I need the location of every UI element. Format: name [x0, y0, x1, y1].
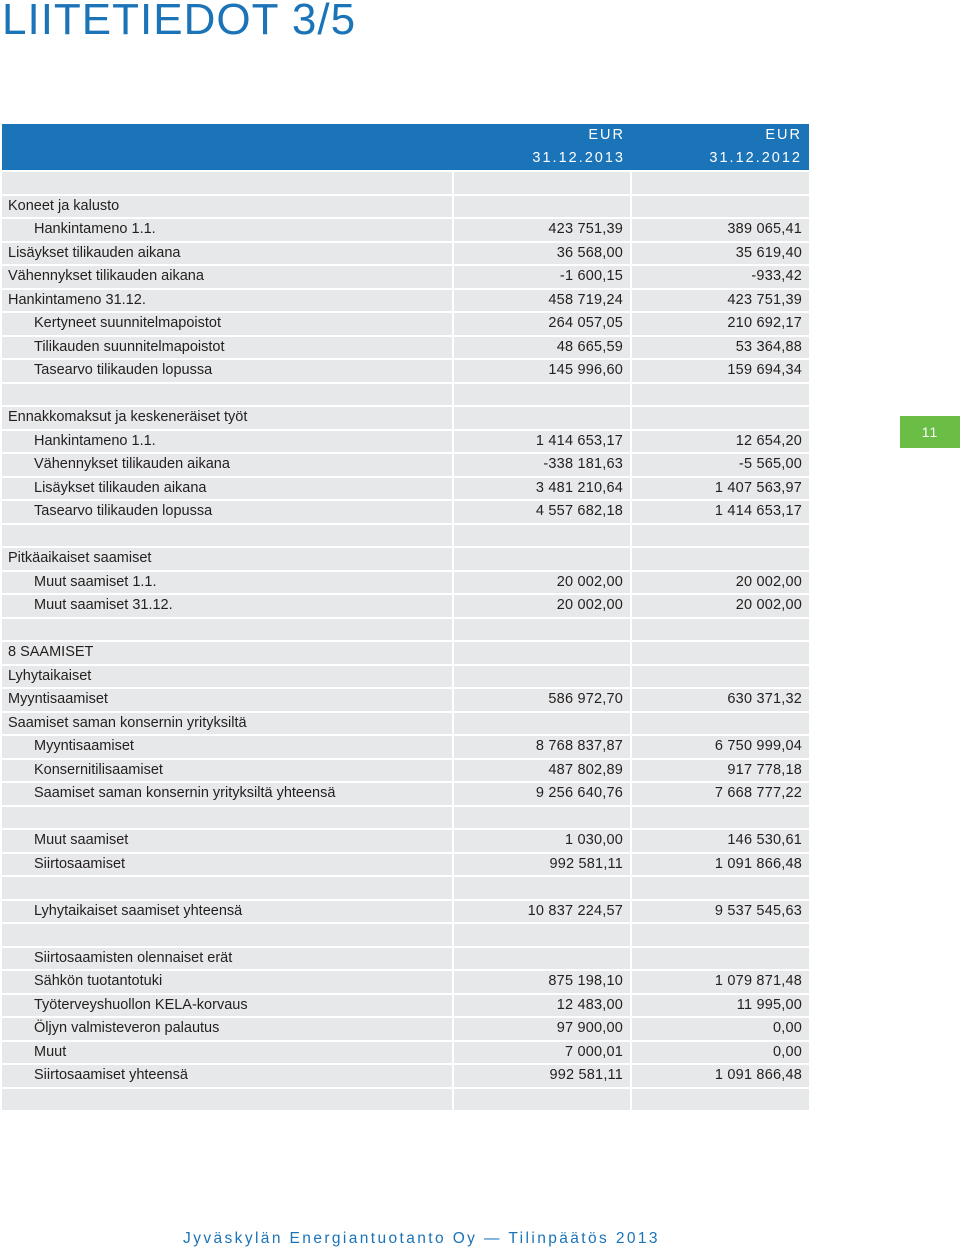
spacer-cell [2, 619, 454, 641]
table-row [2, 501, 809, 523]
value-2012: 1 079 871,48 [632, 971, 809, 993]
value-2012 [632, 407, 809, 429]
table-row [2, 1018, 809, 1040]
table-row [2, 760, 809, 782]
value-2012: 0,00 [632, 1042, 809, 1064]
value-2012: 159 694,34 [632, 360, 809, 382]
section-label-row [2, 548, 809, 570]
spacer-cell [454, 1089, 632, 1111]
row-label: Lisäykset tilikauden aikana [2, 478, 454, 500]
value-2012 [632, 713, 809, 735]
value-2013: 8 768 837,87 [454, 736, 632, 758]
spacer-cell [632, 384, 809, 406]
row-label: Myyntisaamiset [2, 689, 454, 711]
table-row [2, 219, 809, 241]
value-2012: -933,42 [632, 266, 809, 288]
spacer-row [2, 619, 809, 641]
value-2013: 3 481 210,64 [454, 478, 632, 500]
table-row [2, 337, 809, 359]
value-2012 [632, 948, 809, 970]
value-2012: 0,00 [632, 1018, 809, 1040]
value-2013: 97 900,00 [454, 1018, 632, 1040]
value-2013: 586 972,70 [454, 689, 632, 711]
row-label: Sähkön tuotantotuki [2, 971, 454, 993]
table-row [2, 454, 809, 476]
value-2012: 9 537 545,63 [632, 901, 809, 923]
row-label: Tasearvo tilikauden lopussa [2, 360, 454, 382]
header-label-cell [2, 124, 454, 170]
spacer-row [2, 172, 809, 194]
row-label: Siirtosaamisten olennaiset erät [2, 948, 454, 970]
table-row [2, 830, 809, 852]
row-label: Saamiset saman konsernin yrityksiltä yhteensä [2, 783, 454, 805]
spacer-cell [454, 525, 632, 547]
value-2012: -5 565,00 [632, 454, 809, 476]
row-label: Vähennykset tilikauden aikana [2, 454, 454, 476]
spacer-cell [2, 384, 454, 406]
row-label: Muut saamiset 1.1. [2, 572, 454, 594]
value-2013 [454, 407, 632, 429]
value-2012: 7 668 777,22 [632, 783, 809, 805]
page-number-tab: 11 [900, 416, 960, 448]
row-label: Lisäykset tilikauden aikana [2, 243, 454, 265]
table-row [2, 971, 809, 993]
spacer-cell [2, 525, 454, 547]
row-label: Muut saamiset 31.12. [2, 595, 454, 617]
row-label: 8 SAAMISET [2, 642, 454, 664]
value-2013: 48 665,59 [454, 337, 632, 359]
footer: Jyväskylän Energiantuotanto Oy — Tilinpäätös 2013 [183, 1230, 660, 1247]
table-row [2, 901, 809, 923]
value-2012 [632, 548, 809, 570]
value-2013: 458 719,24 [454, 290, 632, 312]
spacer-cell [2, 1089, 454, 1111]
spacer-row [2, 924, 809, 946]
section-label-row [2, 948, 809, 970]
table-row [2, 572, 809, 594]
value-2013 [454, 948, 632, 970]
value-2013: 423 751,39 [454, 219, 632, 241]
header-date-2012: 31.12.2012 [709, 150, 802, 166]
value-2012 [632, 666, 809, 688]
spacer-cell [454, 877, 632, 899]
table-row [2, 313, 809, 335]
spacer-cell [632, 877, 809, 899]
header-col-2012 [632, 124, 809, 170]
section-label-row [2, 407, 809, 429]
row-label: Hankintameno 31.12. [2, 290, 454, 312]
value-2013: 264 057,05 [454, 313, 632, 335]
row-label: Myyntisaamiset [2, 736, 454, 758]
table-row [2, 854, 809, 876]
section-label-row [2, 666, 809, 688]
spacer-cell [2, 807, 454, 829]
value-2012 [632, 196, 809, 218]
row-label: Hankintameno 1.1. [2, 431, 454, 453]
value-2012: 6 750 999,04 [632, 736, 809, 758]
spacer-cell [454, 619, 632, 641]
spacer-cell [632, 924, 809, 946]
value-2013: 992 581,11 [454, 854, 632, 876]
value-2013: 36 568,00 [454, 243, 632, 265]
row-label: Lyhytaikaiset [2, 666, 454, 688]
value-2013 [454, 196, 632, 218]
table-body [2, 172, 809, 1110]
value-2013 [454, 666, 632, 688]
section-label-row [2, 642, 809, 664]
spacer-row [2, 807, 809, 829]
value-2012: 35 619,40 [632, 243, 809, 265]
value-2012: 389 065,41 [632, 219, 809, 241]
table-row [2, 1042, 809, 1064]
spacer-cell [632, 525, 809, 547]
spacer-row [2, 525, 809, 547]
spacer-row [2, 384, 809, 406]
table-row [2, 360, 809, 382]
row-label: Hankintameno 1.1. [2, 219, 454, 241]
value-2012: 11 995,00 [632, 995, 809, 1017]
table-row [2, 290, 809, 312]
row-label: Siirtosaamiset [2, 854, 454, 876]
spacer-cell [632, 807, 809, 829]
value-2013: -338 181,63 [454, 454, 632, 476]
table-row [2, 478, 809, 500]
value-2012: 20 002,00 [632, 572, 809, 594]
row-label: Työterveyshuollon KELA-korvaus [2, 995, 454, 1017]
row-label: Lyhytaikaiset saamiset yhteensä [2, 901, 454, 923]
row-label: Muut saamiset [2, 830, 454, 852]
row-label: Tasearvo tilikauden lopussa [2, 501, 454, 523]
table-row [2, 736, 809, 758]
spacer-cell [632, 172, 809, 194]
row-label: Kertyneet suunnitelmapoistot [2, 313, 454, 335]
value-2013: 9 256 640,76 [454, 783, 632, 805]
value-2012: 1 091 866,48 [632, 1065, 809, 1087]
row-label: Konsernitilisaamiset [2, 760, 454, 782]
value-2013 [454, 642, 632, 664]
value-2013: 875 198,10 [454, 971, 632, 993]
row-label: Tilikauden suunnitelmapoistot [2, 337, 454, 359]
value-2012: 20 002,00 [632, 595, 809, 617]
spacer-cell [2, 924, 454, 946]
value-2013: 1 414 653,17 [454, 431, 632, 453]
header-currency-2013: EUR [588, 127, 625, 143]
table-row [2, 783, 809, 805]
value-2013: 12 483,00 [454, 995, 632, 1017]
value-2012: 423 751,39 [632, 290, 809, 312]
row-label: Ennakkomaksut ja keskeneräiset työt [2, 407, 454, 429]
table-row [2, 243, 809, 265]
value-2013: 20 002,00 [454, 595, 632, 617]
value-2013: 992 581,11 [454, 1065, 632, 1087]
value-2013: 4 557 682,18 [454, 501, 632, 523]
header-date-2013: 31.12.2013 [532, 150, 625, 166]
value-2012: 53 364,88 [632, 337, 809, 359]
table-row [2, 995, 809, 1017]
table-row [2, 431, 809, 453]
value-2012: 146 530,61 [632, 830, 809, 852]
financial-table [2, 122, 809, 1112]
header-col-2013 [454, 124, 632, 170]
spacer-cell [454, 924, 632, 946]
value-2013: 487 802,89 [454, 760, 632, 782]
spacer-cell [454, 384, 632, 406]
row-label: Siirtosaamiset yhteensä [2, 1065, 454, 1087]
value-2013: -1 600,15 [454, 266, 632, 288]
row-label: Saamiset saman konsernin yrityksiltä [2, 713, 454, 735]
value-2013 [454, 713, 632, 735]
value-2012: 1 414 653,17 [632, 501, 809, 523]
spacer-cell [454, 807, 632, 829]
table-row [2, 689, 809, 711]
table-row [2, 595, 809, 617]
spacer-cell [632, 619, 809, 641]
value-2013: 20 002,00 [454, 572, 632, 594]
table-row [2, 266, 809, 288]
row-label: Koneet ja kalusto [2, 196, 454, 218]
value-2013: 10 837 224,57 [454, 901, 632, 923]
spacer-cell [454, 172, 632, 194]
spacer-row [2, 1089, 809, 1111]
section-label-row [2, 196, 809, 218]
value-2012 [632, 642, 809, 664]
value-2013: 1 030,00 [454, 830, 632, 852]
spacer-cell [2, 172, 454, 194]
row-label: Muut [2, 1042, 454, 1064]
row-label: Öljyn valmisteveron palautus [2, 1018, 454, 1040]
value-2012: 1 407 563,97 [632, 478, 809, 500]
value-2013: 7 000,01 [454, 1042, 632, 1064]
value-2012: 1 091 866,48 [632, 854, 809, 876]
value-2013: 145 996,60 [454, 360, 632, 382]
header-currency-2012: EUR [765, 127, 802, 143]
value-2012: 210 692,17 [632, 313, 809, 335]
spacer-cell [2, 877, 454, 899]
row-label: Vähennykset tilikauden aikana [2, 266, 454, 288]
section-label-row [2, 713, 809, 735]
table-header-row [2, 124, 809, 170]
page-title: LIITETIEDOT 3/5 [2, 0, 357, 44]
value-2013 [454, 548, 632, 570]
table-row [2, 1065, 809, 1087]
spacer-row [2, 877, 809, 899]
value-2012: 917 778,18 [632, 760, 809, 782]
row-label: Pitkäaikaiset saamiset [2, 548, 454, 570]
value-2012: 630 371,32 [632, 689, 809, 711]
value-2012: 12 654,20 [632, 431, 809, 453]
spacer-cell [632, 1089, 809, 1111]
